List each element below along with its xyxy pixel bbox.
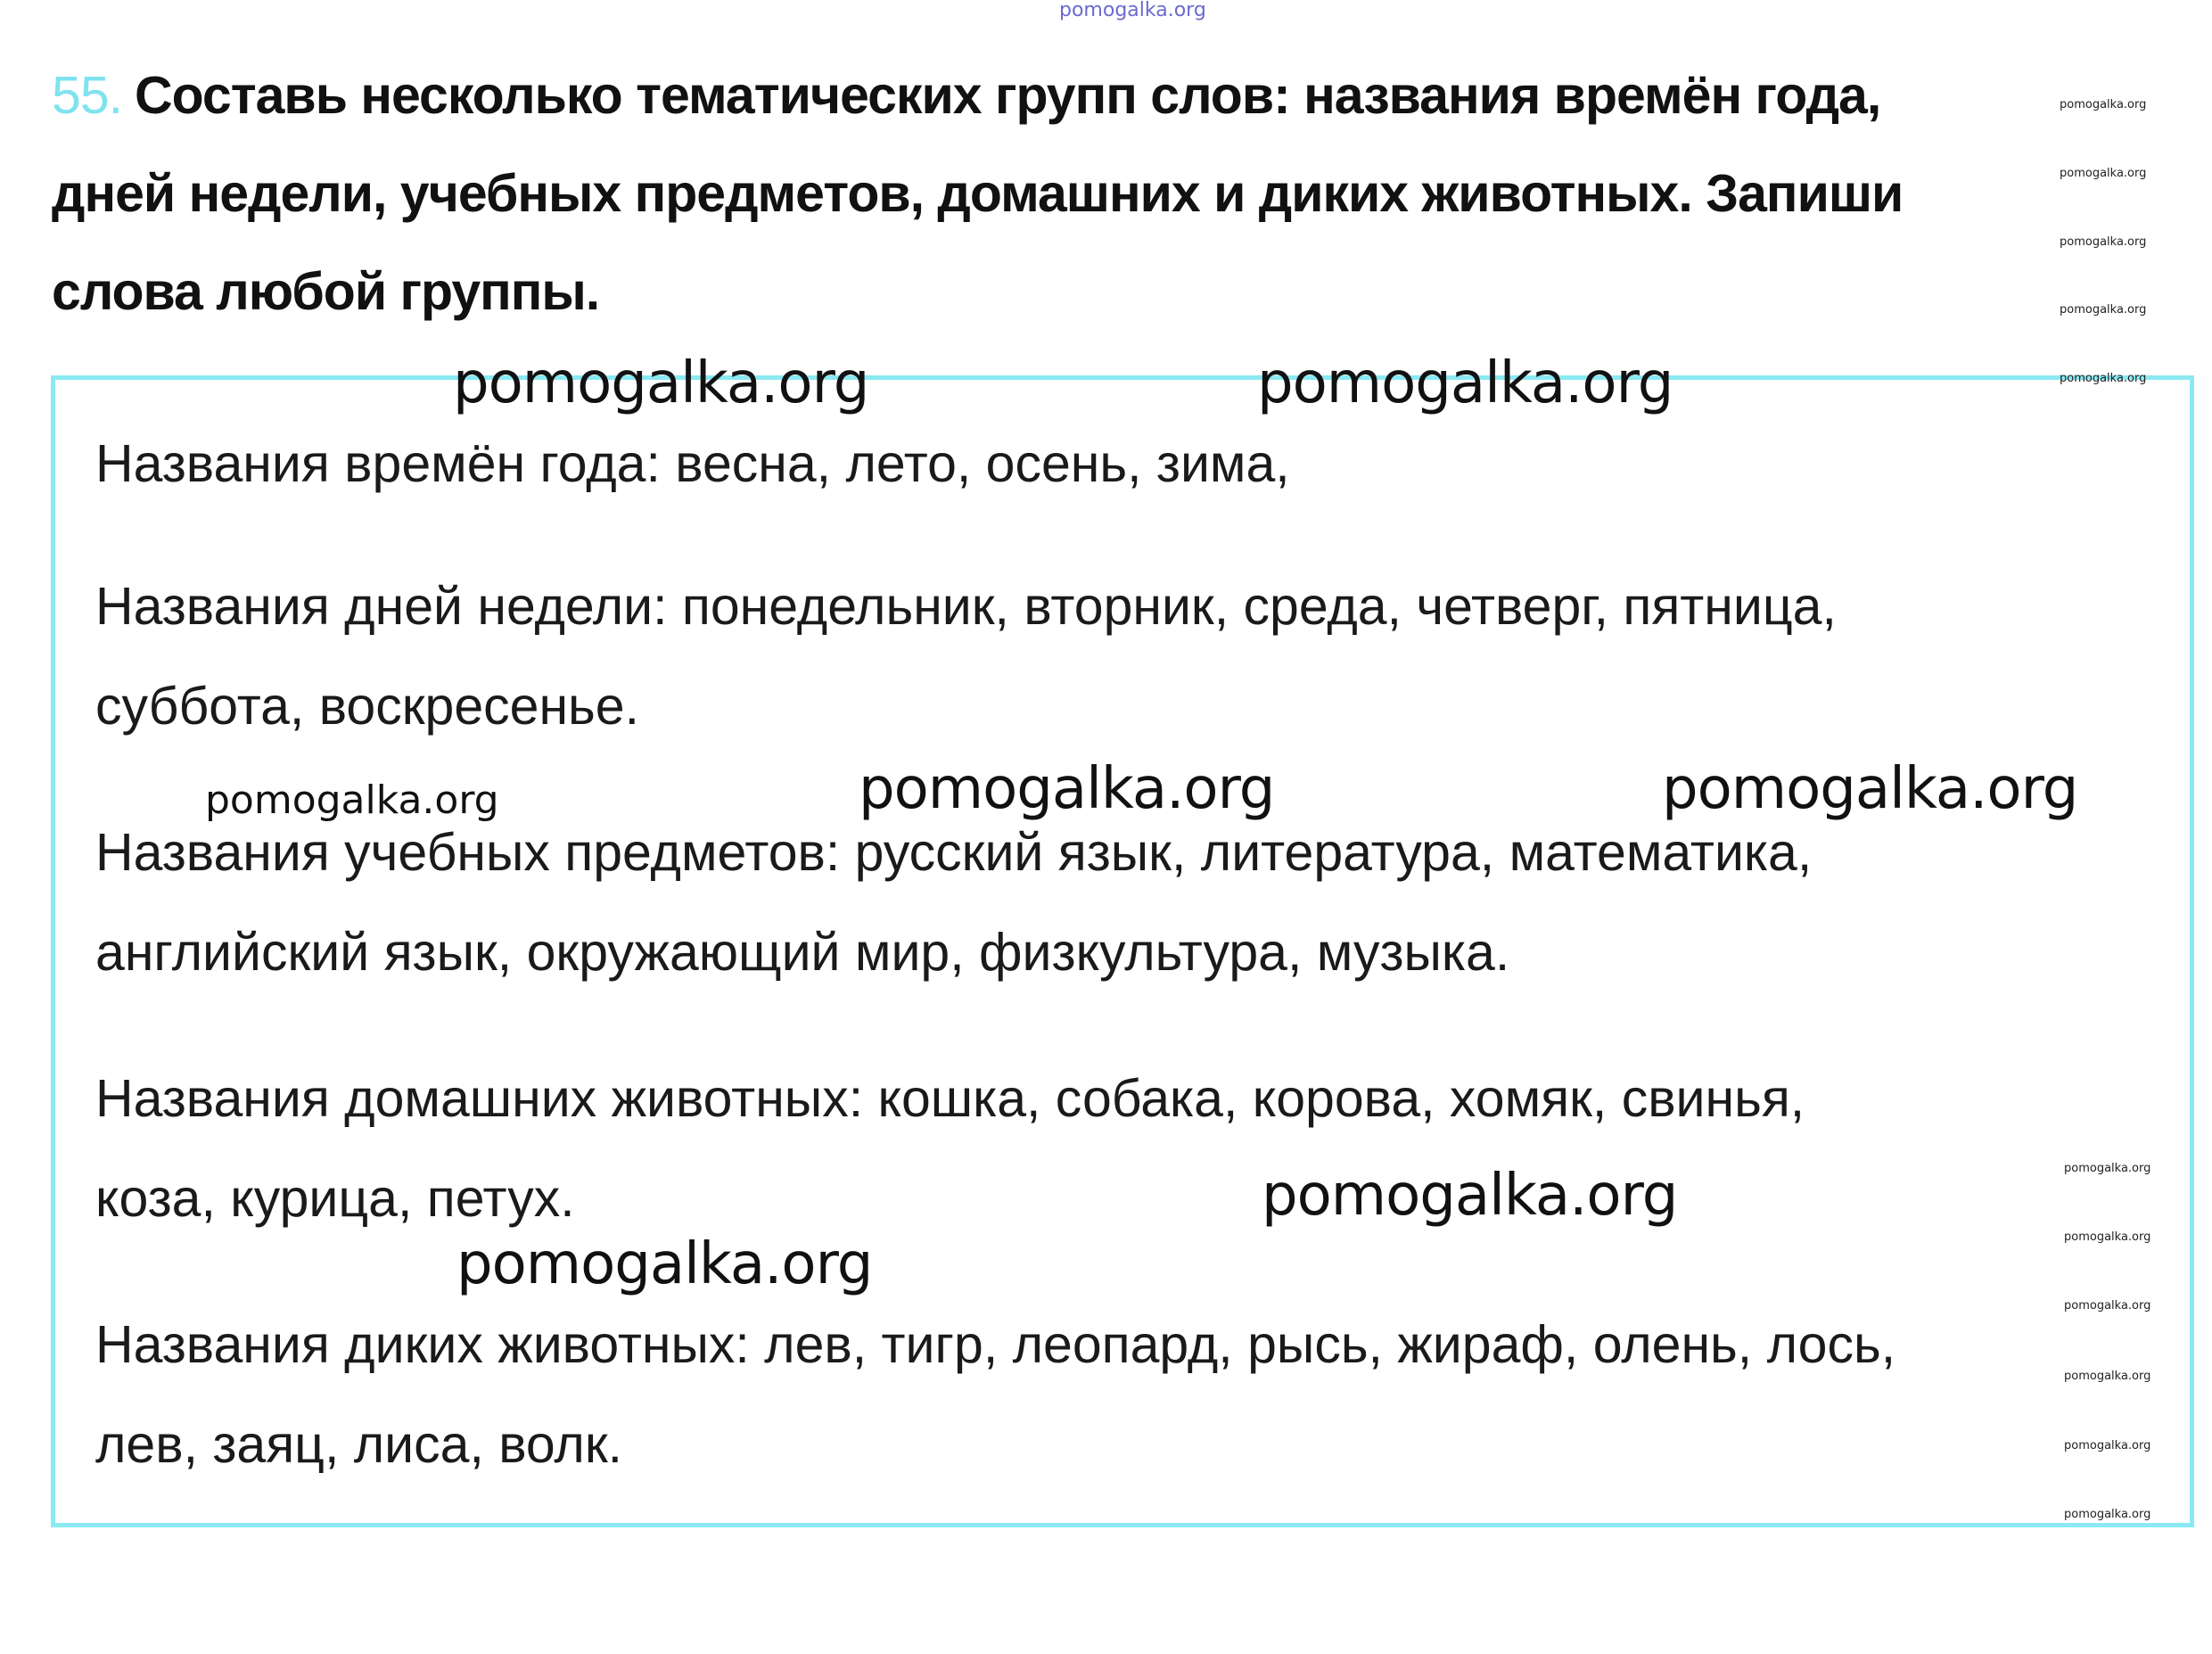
answer-line-subjects-2: английский язык, окружающий мир, физкультура, музыка. [95,923,1510,982]
task-line-3: слова любой группы. [52,262,600,321]
answer-line-subjects-1: Названия учебных предметов: русский язык, литература, математика, [95,823,1813,882]
watermark: pomogalka.org [2064,1162,2151,1175]
watermark: pomogalka.org [1262,1163,1678,1229]
watermark: pomogalka.org [2060,167,2147,180]
task-number: 55. [52,66,123,125]
answer-line-weekdays-1: Названия дней недели: понедельник, вторник, среда, четверг, пятница, [95,577,1837,636]
answer-line-pets-2: коза, курица, петух. [95,1169,575,1228]
answer-line-seasons: Названия времён года: весна, лето, осень, зима, [95,434,1290,493]
watermark: pomogalka.org [2060,372,2147,385]
watermark: pomogalka.org [453,350,869,416]
answer-line-weekdays-2: суббота, воскресенье. [95,677,639,736]
watermark: pomogalka.org [2064,1299,2151,1313]
task-text [52,46,2076,341]
watermark: pomogalka.org [1662,756,2078,822]
watermark: pomogalka.org [1257,350,1673,416]
answer-line-wild-2: лев, заяц, лиса, волк. [95,1415,623,1474]
top-watermark: pomogalka.org [1059,0,1206,21]
watermark: pomogalka.org [859,756,1275,822]
watermark: pomogalka.org [2064,1439,2151,1452]
answer-line-wild-1: Названия диких животных: лев, тигр, леопард, рысь, жираф, олень, лось, [95,1315,1896,1374]
watermark: pomogalka.org [2060,235,2147,249]
watermark: pomogalka.org [456,1231,873,1297]
watermark: pomogalka.org [2060,303,2147,317]
watermark: pomogalka.org [2064,1508,2151,1521]
watermark: pomogalka.org [205,778,499,823]
watermark: pomogalka.org [2060,98,2147,111]
answer-line-pets-1: Названия домашних животных: кошка, собака, корова, хомяк, свинья, [95,1069,1805,1128]
watermark: pomogalka.org [2064,1230,2151,1244]
task-line-1: 55. Составь несколько тематических групп слов: названия времён года, [52,66,1881,125]
task-line-2: дней недели, учебных предметов, домашних и диких животных. Запиши [52,164,1904,223]
watermark: pomogalka.org [2064,1370,2151,1383]
